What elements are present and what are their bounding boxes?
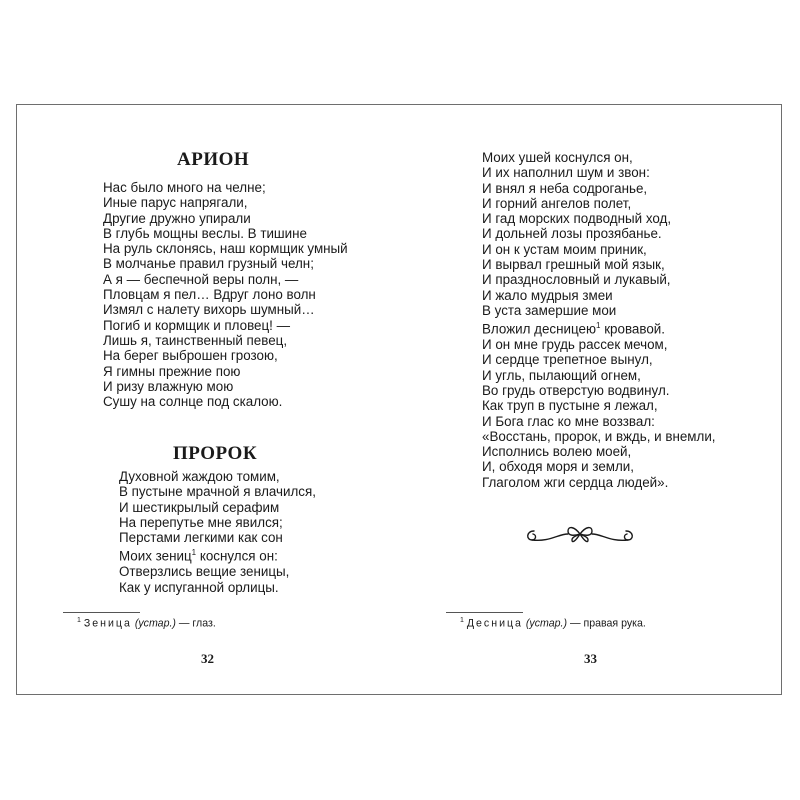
verse-line bbox=[482, 352, 716, 367]
verse-line-text: Измял с налету вихорь шумный… bbox=[103, 302, 315, 318]
footnote-text: — глаз. bbox=[175, 617, 216, 630]
verse-line bbox=[482, 196, 716, 211]
verse-line bbox=[482, 303, 716, 318]
verse-line-text: Во грудь отверстую водвинул. bbox=[482, 382, 670, 398]
verse-line bbox=[103, 195, 348, 210]
verse-line bbox=[119, 500, 316, 515]
verse-line-text: И он мне грудь рассек мечом, bbox=[482, 337, 668, 353]
page-number-left: 32 bbox=[201, 651, 214, 666]
verse-line bbox=[103, 394, 348, 409]
verse-line bbox=[482, 398, 716, 413]
footnote-ref: 1 bbox=[596, 321, 601, 331]
verse-line-text: Вложил десницею bbox=[482, 321, 597, 337]
verse-line-text: И празднословный и лукавый, bbox=[482, 272, 671, 288]
verse-line-text: И горний ангелов полет, bbox=[482, 195, 632, 211]
flourish-ornament-icon bbox=[520, 522, 640, 546]
footnote-desnitsa bbox=[460, 617, 646, 630]
verse-line bbox=[103, 318, 348, 333]
verse-line-text: В пустыне мрачной я влачился, bbox=[119, 484, 316, 500]
verse-line bbox=[119, 580, 316, 595]
verse-line-text: Моих ушей коснулся он, bbox=[482, 150, 633, 165]
verse-line bbox=[103, 302, 348, 317]
verse-line bbox=[482, 165, 716, 180]
verse-line bbox=[103, 226, 348, 241]
verse-line-tail: кровавой. bbox=[600, 321, 665, 337]
footnote-term: Десница bbox=[466, 617, 523, 630]
verse-line bbox=[482, 459, 716, 474]
verse-line-text: «Восстань, пророк, и вждь, и внемли, bbox=[482, 428, 716, 444]
verse-line-text: И Бога глас ко мне воззвал: bbox=[482, 413, 655, 429]
verse-line-text: И, обходя моря и земли, bbox=[482, 459, 634, 475]
verse-line bbox=[119, 530, 316, 545]
verse-line bbox=[103, 211, 348, 226]
verse-line-text: Иные парус напрягали, bbox=[103, 195, 248, 211]
poem-prorok-verse bbox=[119, 469, 316, 595]
verse-line-text: На берег выброшен грозою, bbox=[103, 348, 278, 364]
verse-line bbox=[103, 333, 348, 348]
verse-line-text: Погиб и кормщик и пловец! — bbox=[103, 317, 290, 333]
right-page bbox=[400, 105, 783, 694]
verse-line-text: И угль, пылающий огнем, bbox=[482, 367, 641, 383]
verse-line bbox=[103, 272, 348, 287]
verse-line bbox=[482, 181, 716, 196]
verse-line bbox=[482, 429, 716, 444]
verse-line bbox=[103, 241, 348, 256]
left-page bbox=[17, 105, 400, 694]
verse-line-text: В уста замершие мои bbox=[482, 302, 617, 318]
verse-line-text: И вырвал грешный мой язык, bbox=[482, 257, 665, 273]
verse-line-text: И внял я неба содроганье, bbox=[482, 180, 648, 196]
footnote-marker: 1 bbox=[460, 617, 464, 624]
verse-line bbox=[482, 257, 716, 272]
verse-line bbox=[119, 564, 316, 579]
verse-line-text: На руль склонясь, наш кормщик умный bbox=[103, 241, 348, 257]
footnote-rule bbox=[446, 612, 523, 613]
verse-line bbox=[482, 444, 716, 459]
verse-line-text: Нас было много на челне; bbox=[103, 180, 266, 195]
verse-line bbox=[103, 256, 348, 271]
verse-line-text: И дольней лозы прозябанье. bbox=[482, 226, 662, 242]
footnote-term: Зеница bbox=[83, 617, 132, 630]
verse-line-text: В молчанье правил грузный челн; bbox=[103, 256, 314, 272]
verse-line-text: В глубь мощны веслы. В тишине bbox=[103, 225, 307, 241]
verse-line bbox=[119, 469, 316, 484]
verse-line-text: Отверзлись вещие зеницы, bbox=[119, 564, 290, 580]
verse-line-text: Перстами легкими как сон bbox=[119, 530, 283, 546]
footnote-note: (устар.) bbox=[525, 617, 567, 630]
verse-line bbox=[482, 414, 716, 429]
verse-line-text: Исполнись волею моей, bbox=[482, 444, 632, 460]
footnote-ref: 1 bbox=[191, 548, 197, 558]
verse-line-text: Сушу на солнце под скалою. bbox=[103, 394, 283, 410]
verse-line-text: И ризу влажную мою bbox=[103, 378, 234, 394]
footnote-rule bbox=[63, 612, 140, 613]
footnote-marker: 1 bbox=[77, 617, 81, 624]
verse-line bbox=[482, 368, 716, 383]
verse-line-text: На перепутье мне явился; bbox=[119, 514, 283, 530]
verse-line bbox=[103, 364, 348, 379]
verse-line-text: Я гимны прежние пою bbox=[103, 363, 241, 379]
verse-line-text: И шестикрылый серафим bbox=[119, 499, 280, 515]
verse-line bbox=[119, 545, 316, 564]
verse-line bbox=[482, 211, 716, 226]
verse-line-text: А я — беспечной веры полн, — bbox=[103, 271, 299, 287]
footnote-zenitsa bbox=[77, 617, 216, 630]
verse-line-text: И жало мудрыя змеи bbox=[482, 287, 613, 303]
verse-line bbox=[119, 515, 316, 530]
verse-line-text: Как труп в пустыне я лежал, bbox=[482, 398, 658, 414]
poem-prorok-continued-verse bbox=[482, 150, 716, 490]
verse-line-text: Как у испуганной орлицы. bbox=[119, 579, 279, 595]
verse-line-text: Духовной жаждою томим, bbox=[119, 469, 280, 484]
footnote-note: (устар.) bbox=[134, 617, 176, 630]
verse-line bbox=[103, 287, 348, 302]
verse-line-tail: коснулся он: bbox=[196, 548, 278, 564]
poem-title-arion: АРИОН bbox=[177, 149, 250, 170]
verse-line-text: И их наполнил шум и звон: bbox=[482, 165, 650, 181]
page-number-right: 33 bbox=[584, 651, 597, 666]
poem-arion-verse bbox=[103, 180, 348, 409]
footnote-text: — правая рука. bbox=[567, 617, 646, 630]
book-spread bbox=[16, 104, 782, 695]
verse-line bbox=[482, 337, 716, 352]
verse-line bbox=[482, 318, 716, 337]
verse-line-text: Пловцам я пел… Вдруг лоно волн bbox=[103, 287, 316, 303]
verse-line bbox=[482, 226, 716, 241]
verse-line bbox=[103, 379, 348, 394]
poem-title-prorok: ПРОРОК bbox=[173, 443, 258, 464]
verse-line bbox=[482, 242, 716, 257]
verse-line bbox=[482, 475, 716, 490]
verse-line bbox=[119, 484, 316, 499]
verse-line-text: Моих зениц bbox=[119, 548, 192, 564]
verse-line-text: Глаголом жги сердца людей». bbox=[482, 474, 669, 490]
verse-line-text: И сердце трепетное вынул, bbox=[482, 352, 653, 368]
verse-line-text: И он к устам моим приник, bbox=[482, 241, 647, 257]
verse-line bbox=[482, 150, 716, 165]
verse-line bbox=[482, 272, 716, 287]
verse-line bbox=[482, 288, 716, 303]
verse-line bbox=[103, 180, 348, 195]
verse-line-text: Лишь я, таинственный певец, bbox=[103, 332, 288, 348]
verse-line-text: Другие дружно упирали bbox=[103, 210, 251, 226]
verse-line-text: И гад морских подводный ход, bbox=[482, 211, 672, 227]
verse-line bbox=[103, 348, 348, 363]
verse-line bbox=[482, 383, 716, 398]
